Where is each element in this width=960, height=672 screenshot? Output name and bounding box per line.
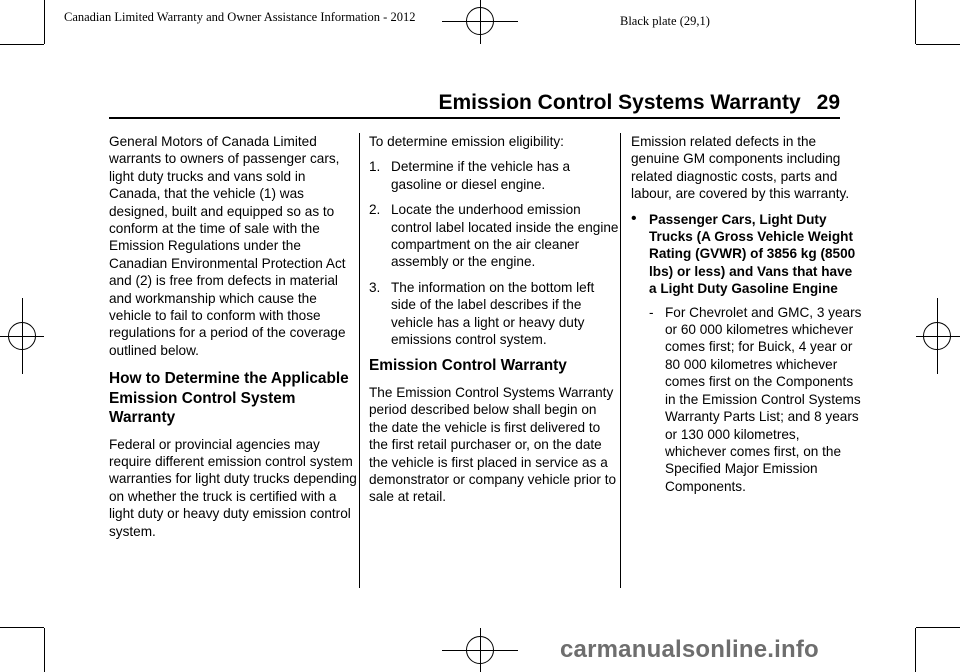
list-number: 2. xyxy=(369,202,381,218)
watermark: carmanualsonline.info xyxy=(560,636,819,663)
warranty-intro-paragraph: General Motors of Canada Limited warrants to owners of passenger cars, light duty trucks and vans sold in Canada, that the vehicle (1) was designed, built and equipped so as to conform at the time of sale with the Emission Regulations under the Canadian Environmental Protection Act and (2) is free from defects in material and workmanship which cause the vehicle to fail to conform with those regulations for a period of the coverage outlined below. xyxy=(109,134,346,358)
column-divider-1 xyxy=(359,133,360,588)
list-item xyxy=(369,279,619,349)
bullet-text: Passenger Cars, Light Duty Trucks (A Gross Vehicle Weight Rating (GVWR) of 3856 kg (8500 lbs) or less) and Vans that have a Light Duty Gasoline Engine xyxy=(649,211,856,297)
bullet-item xyxy=(631,211,863,298)
document-slug: Canadian Limited Warranty and Owner Assistance Information - 2012 xyxy=(64,10,416,24)
crop-mark-bottom-left-v xyxy=(44,628,45,672)
column-2 xyxy=(369,133,619,514)
list-text: Locate the underhood emission control label located inside the engine compartment on the air cleaner assembly or the engine. xyxy=(391,202,619,270)
page-title xyxy=(438,91,840,115)
dash-marker: - xyxy=(649,304,654,320)
crop-mark-bottom-left-h xyxy=(0,627,44,628)
crop-mark-top-right-h xyxy=(916,44,960,45)
crop-mark-top-left-v xyxy=(44,0,45,44)
coverage-intro-paragraph: Emission related defects in the genuine GM components including related diagnostic costs, parts and labour, are covered by this warranty. xyxy=(631,134,850,202)
page-number: 29 xyxy=(816,91,840,114)
page-title-text: Emission Control Systems Warranty xyxy=(438,91,801,114)
list-number: 1. xyxy=(369,159,381,175)
title-rule xyxy=(109,117,840,119)
determine-paragraph: Federal or provincial agencies may require different emission control system warranties for light duty trucks depending on whether the truck is certified with a light duty or heavy duty emission control system. xyxy=(109,436,357,539)
section-heading-emission-warranty: Emission Control Warranty xyxy=(369,357,567,375)
bullet-icon: • xyxy=(631,209,637,227)
column-divider-2 xyxy=(620,133,621,588)
list-number: 3. xyxy=(369,279,381,295)
sub-list-item xyxy=(631,304,863,495)
column-1 xyxy=(109,133,359,548)
list-text: Determine if the vehicle has a gasoline or diesel engine. xyxy=(391,159,571,192)
column-3 xyxy=(631,133,863,495)
list-text: The information on the bottom left side of the label describes if the vehicle has a light or heavy duty emissions control system. xyxy=(391,279,595,348)
section-heading-determine: How to Determine the Applicable Emission Control System Warranty xyxy=(109,370,349,427)
crop-mark-bottom-right-v xyxy=(915,628,916,672)
crop-mark-bottom-right-h xyxy=(916,627,960,628)
crop-mark-top-left-h xyxy=(0,44,44,45)
list-item xyxy=(369,201,619,271)
emission-warranty-paragraph: The Emission Control Systems Warranty period described below shall begin on the date the vehicle is first delivered to the first retail purchaser or, on the date the vehicle is first placed in service as a demonstrator or company vehicle prior to sale at retail. xyxy=(369,384,617,505)
plate-label: Black plate (29,1) xyxy=(620,14,710,28)
list-item xyxy=(369,158,619,193)
sub-list-text: For Chevrolet and GMC, 3 years or 60 000 kilometres whichever comes first; for Buick, 4 year or 80 000 kilometres whichever comes first on the Components in the Emission Control Systems Warranty Parts List; and 8 years or 130 000 kilometres, whichever comes first, on the Specified Major Emission Components. xyxy=(665,304,862,494)
eligibility-lead: To determine emission eligibility: xyxy=(369,134,564,149)
crop-mark-top-right-v xyxy=(915,0,916,44)
